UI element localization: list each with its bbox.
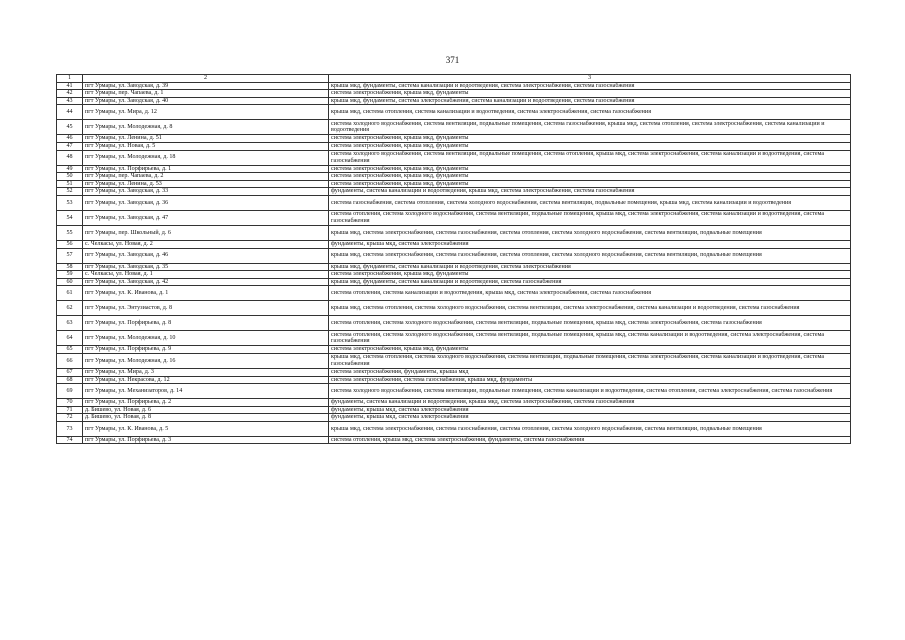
row-address: пгт Урмары, ул. Порфирьева, д. 3 (83, 436, 329, 444)
row-address: пгт Урмары, ул. К. Иванова, д. 5 (83, 421, 329, 436)
row-systems: система газоснабжения, система отопления, система холодного водоснабжения, система вентиляции, подвальные помещения, крыша мкд, система канализации и водоотведения (329, 195, 851, 210)
table-row (57, 346, 851, 354)
row-address: с. Челкасы, ул. Новая, д. 2 (83, 240, 329, 248)
row-systems: система холодного водоснабжения, система вентиляции, подвальные помещения, система канализации и водоотведения, система отопления, система электроснабжения, система газоснабжения (329, 384, 851, 399)
row-systems: крыша мкд, система электроснабжения, система газоснабжения, система отопления, система холодного водоснабжения, система вентиляции, подвальные помещения (329, 225, 851, 240)
row-systems: система электроснабжения, система газоснабжения, крыша мкд, фундаменты (329, 376, 851, 384)
row-systems: крыша мкд, система отопления, система канализации и водоотведения, система электроснабжения, система газоснабжения (329, 105, 851, 120)
table-row (57, 271, 851, 279)
row-address: пгт Урмары, ул. Молодежная, д. 18 (83, 150, 329, 165)
row-address: пгт Урмары, пер. Школьный, д. 6 (83, 225, 329, 240)
row-systems: система отопления, система холодного водоснабжения, система вентиляции, подвальные помещения, крыша мкд, система канализации и водоотведения, система электроснабжения, система газоснабжения (329, 331, 851, 346)
table-row (57, 421, 851, 436)
row-number: 71 (57, 406, 83, 414)
row-number: 65 (57, 346, 83, 354)
table-row (57, 90, 851, 98)
row-address: пгт Урмары, ул. Некрасова, д. 12 (83, 376, 329, 384)
row-systems: система электроснабжения, фундаменты, крыша мкд (329, 368, 851, 376)
row-systems: система отопления, крыша мкд, система электроснабжения, фундаменты, система газоснабжения (329, 436, 851, 444)
table-row (57, 331, 851, 346)
row-systems: фундаменты, крыша мкд, система электроснабжения (329, 406, 851, 414)
row-number: 44 (57, 105, 83, 120)
header-col-3: 3 (329, 75, 851, 83)
table-row (57, 165, 851, 173)
row-number: 45 (57, 120, 83, 135)
table-header-row (57, 75, 851, 83)
row-number: 69 (57, 384, 83, 399)
row-address: пгт Урмары, ул. Порфирьева, д. 9 (83, 346, 329, 354)
table-row (57, 195, 851, 210)
row-number: 43 (57, 97, 83, 105)
table-row (57, 142, 851, 150)
row-address: пгт Урмары, ул. Ленина, д. 53 (83, 180, 329, 188)
row-number: 47 (57, 142, 83, 150)
table-row (57, 368, 851, 376)
row-number: 72 (57, 414, 83, 422)
row-systems: система отопления, система холодного водоснабжения, система вентиляции, подвальные помещения, крыша мкд, система электроснабжения, система газоснабжения (329, 316, 851, 331)
table-row (57, 263, 851, 271)
table-row (57, 353, 851, 368)
row-address: д. Бишево, ул. Новая, д. 8 (83, 414, 329, 422)
table-row (57, 301, 851, 316)
row-number: 56 (57, 240, 83, 248)
row-number: 50 (57, 173, 83, 181)
row-address: пгт Урмары, ул. Заводская, д. 40 (83, 97, 329, 105)
row-systems: крыша мкд, система отопления, система холодного водоснабжения, система вентиляции, система электроснабжения, система канализации и водоотведения, система газоснабжения (329, 301, 851, 316)
row-number: 48 (57, 150, 83, 165)
table-row (57, 240, 851, 248)
row-systems: крыша мкд, фундаменты, система канализации и водоотведения, система газоснабжения (329, 278, 851, 286)
row-address: пгт Урмары, ул. К. Иванова, д. 1 (83, 286, 329, 301)
table-row (57, 105, 851, 120)
table-row (57, 406, 851, 414)
row-systems: система холодного водоснабжения, система вентиляции, подвальные помещения, система отопления, крыша мкд, система электроснабжения, система канализации и водоотведения, система газоснабжения (329, 150, 851, 165)
row-address: пгт Урмары, ул. Ленина, д. 51 (83, 135, 329, 143)
row-address: пгт Урмары, ул. Порфирьева, д. 2 (83, 399, 329, 407)
row-systems: система электроснабжения, крыша мкд, фундаменты (329, 180, 851, 188)
row-address: пгт Урмары, ул. Заводская, д. 46 (83, 248, 329, 263)
row-systems: система электроснабжения, крыша мкд, фундаменты (329, 135, 851, 143)
row-systems: фундаменты, система канализации и водоотведения, крыша мкд, система электроснабжения, система газоснабжения (329, 399, 851, 407)
row-systems: фундаменты, крыша мкд, система электроснабжения (329, 240, 851, 248)
row-number: 53 (57, 195, 83, 210)
table-row (57, 248, 851, 263)
table-row (57, 173, 851, 181)
row-address: пгт Урмары, ул. Заводская, д. 42 (83, 278, 329, 286)
row-address: пгт Урмары, пер. Чапаева, д. 2 (83, 173, 329, 181)
row-number: 46 (57, 135, 83, 143)
row-number: 55 (57, 225, 83, 240)
row-systems: система отопления, система холодного водоснабжения, система вентиляции, подвальные помещения, крыша мкд, система электроснабжения, система канализации и водоотведения, система газоснабжения (329, 210, 851, 225)
row-number: 58 (57, 263, 83, 271)
row-address: с. Челкасы, ул. Новая, д. 1 (83, 271, 329, 279)
table-row (57, 97, 851, 105)
row-number: 52 (57, 188, 83, 196)
row-address: д. Бишево, ул. Новая, д. 6 (83, 406, 329, 414)
table-row (57, 316, 851, 331)
row-systems: система электроснабжения, крыша мкд, фундаменты (329, 165, 851, 173)
row-systems: крыша мкд, система электроснабжения, система газоснабжения, система отопления, система холодного водоснабжения, система вентиляции, подвальные помещения (329, 421, 851, 436)
table-row (57, 180, 851, 188)
page-number: 371 (445, 55, 460, 65)
row-address: пгт Урмары, ул. Заводская, д. 33 (83, 188, 329, 196)
table-row (57, 82, 851, 90)
table-row (57, 384, 851, 399)
row-systems: система электроснабжения, крыша мкд, фундаменты (329, 173, 851, 181)
row-systems: система электроснабжения, крыша мкд, фундаменты (329, 271, 851, 279)
row-address: пгт Урмары, ул. Молодежная, д. 10 (83, 331, 329, 346)
row-address: пгт Урмары, ул. Мира, д. 12 (83, 105, 329, 120)
row-address: пгт Урмары, ул. Заводская, д. 36 (83, 195, 329, 210)
row-number: 70 (57, 399, 83, 407)
row-address: пгт Урмары, ул. Молодежная, д. 8 (83, 120, 329, 135)
row-number: 41 (57, 82, 83, 90)
row-number: 63 (57, 316, 83, 331)
table-row (57, 135, 851, 143)
row-number: 62 (57, 301, 83, 316)
row-address: пгт Урмары, ул. Порфирьева, д. 1 (83, 165, 329, 173)
table-row (57, 150, 851, 165)
table-row (57, 278, 851, 286)
table-row (57, 210, 851, 225)
row-systems: система электроснабжения, крыша мкд, фундаменты (329, 90, 851, 98)
row-number: 60 (57, 278, 83, 286)
row-address: пгт Урмары, ул. Заводская, д. 35 (83, 263, 329, 271)
table-row (57, 414, 851, 422)
row-number: 73 (57, 421, 83, 436)
table-row (57, 436, 851, 444)
row-systems: крыша мкд, система отопления, система холодного водоснабжения, система вентиляции, подвальные помещения, система электроснабжения, система канализации и водоотведения, система газоснабжения (329, 353, 851, 368)
row-number: 57 (57, 248, 83, 263)
row-number: 59 (57, 271, 83, 279)
row-number: 74 (57, 436, 83, 444)
row-systems: система отопления, система канализации и водоотведения, крыша мкд, система электроснабжения, система газоснабжения (329, 286, 851, 301)
header-col-1: 1 (57, 75, 83, 83)
row-address: пгт Урмары, ул. Молодежная, д. 16 (83, 353, 329, 368)
row-systems: крыша мкд, фундаменты, система канализации и водоотведения, система электроснабжения, система газоснабжения (329, 82, 851, 90)
row-address: пгт Урмары, ул. Механизаторов, д. 14 (83, 384, 329, 399)
table-row (57, 399, 851, 407)
row-systems: фундаменты, система канализации и водоотведения, крыша мкд, система электроснабжения, система газоснабжения (329, 188, 851, 196)
table-row (57, 225, 851, 240)
header-col-2: 2 (83, 75, 329, 83)
row-systems: крыша мкд, система электроснабжения, система газоснабжения, система отопления, система холодного водоснабжения, система вентиляции, подвальные помещения (329, 248, 851, 263)
row-number: 49 (57, 165, 83, 173)
row-number: 51 (57, 180, 83, 188)
row-number: 42 (57, 90, 83, 98)
row-number: 68 (57, 376, 83, 384)
table-row (57, 286, 851, 301)
row-address: пгт Урмары, пер. Чапаева, д. 1 (83, 90, 329, 98)
row-address: пгт Урмары, ул. Новая, д. 5 (83, 142, 329, 150)
row-address: пгт Урмары, ул. Заводская, д. 47 (83, 210, 329, 225)
row-systems: система электроснабжения, крыша мкд, фундаменты (329, 346, 851, 354)
row-systems: система холодного водоснабжения, система вентиляции, подвальные помещения, система газоснабжения, крыша мкд, система отопления, система электроснабжения, система канализации и водоотведения (329, 120, 851, 135)
row-systems: крыша мкд, фундаменты, система электроснабжения, система канализации и водоотведения, система газоснабжения (329, 97, 851, 105)
row-address: пгт Урмары, ул. Порфирьева, д. 8 (83, 316, 329, 331)
row-systems: фундаменты, крыша мкд, система электроснабжения (329, 414, 851, 422)
row-address: пгт Урмары, ул. Заводская, д. 39 (83, 82, 329, 90)
table-row (57, 188, 851, 196)
row-number: 64 (57, 331, 83, 346)
table-row (57, 376, 851, 384)
register-table (56, 74, 851, 444)
row-number: 66 (57, 353, 83, 368)
row-number: 61 (57, 286, 83, 301)
table-row (57, 120, 851, 135)
row-systems: крыша мкд, фундаменты, система канализации и водоотведения, система электроснабжения (329, 263, 851, 271)
row-number: 67 (57, 368, 83, 376)
row-address: пгт Урмары, ул. Мира, д. 3 (83, 368, 329, 376)
row-address: пгт Урмары, ул. Энтузиастов, д. 8 (83, 301, 329, 316)
row-number: 54 (57, 210, 83, 225)
row-systems: система электроснабжения, крыша мкд, фундаменты (329, 142, 851, 150)
